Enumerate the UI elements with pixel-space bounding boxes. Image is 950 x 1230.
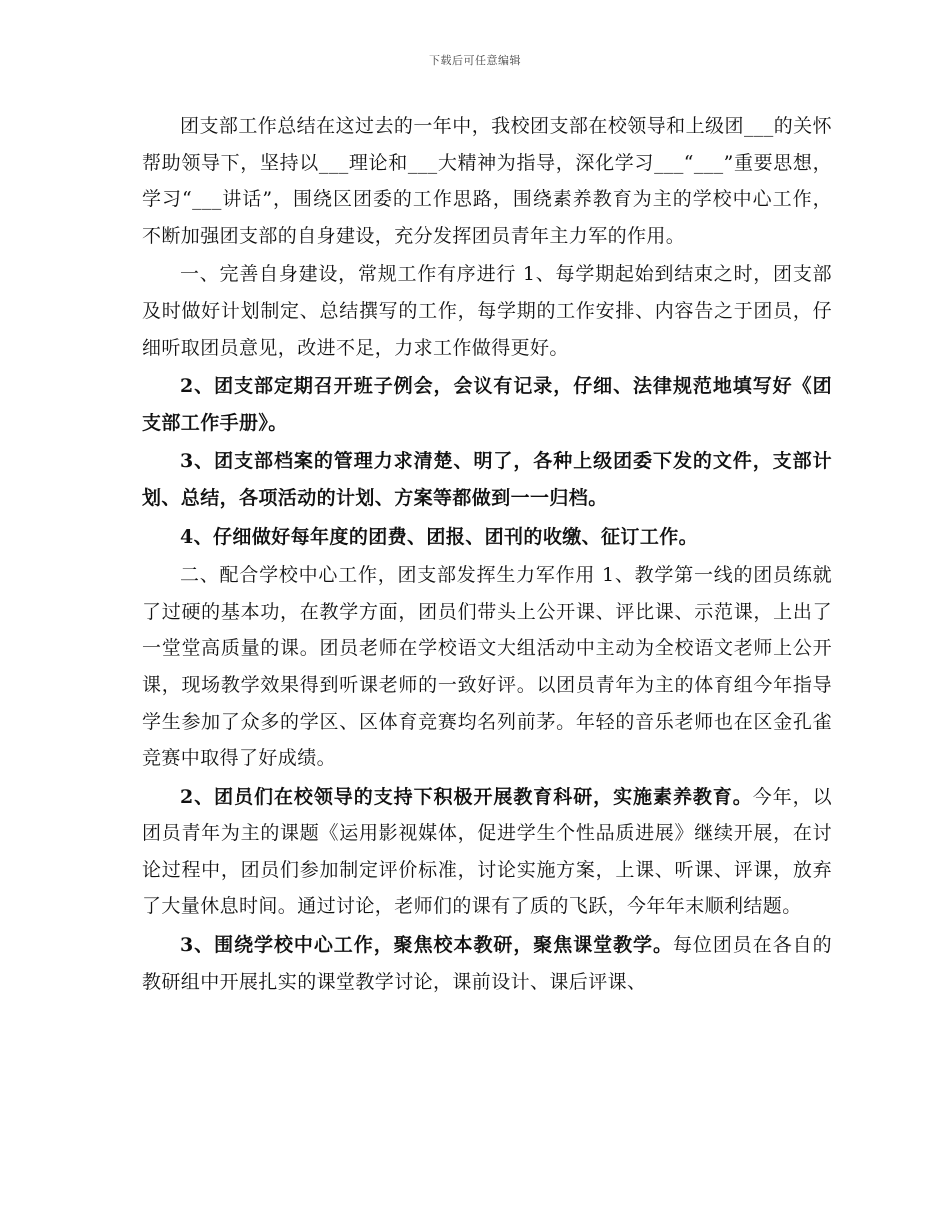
paragraph-item-2: 2、团支部定期召开班子例会，会议有记录，仔细、法律规范地填写好《团支部工作手册》。 xyxy=(142,375,832,434)
paragraph-teaching-lead: 3、围绕学校中心工作，聚焦校本教研，聚焦课堂教学。 xyxy=(180,934,673,957)
paragraph-section-2: 二、配合学校中心工作，团支部发挥生力军作用 1、教学第一线的团员练就了过硬的基本功，在教学方面，团员们带头上公开课、评比课、示范课，上出了一堂堂高质量的课。团员老师在学校语文大组活动中主动为全校语文老师上公开课，现场教学效果得到听课老师的一致好评。以团员青年为主的体育组今年指导学生参加了众多的学区、区体育竞赛均名列前茅。年轻的音乐老师也在区金孔雀竞赛中取得了好成绩。 xyxy=(142,564,832,770)
page-header: 下载后可任意编辑 xyxy=(429,54,521,67)
paragraph-item-4: 4、仔细做好每年度的团费、团报、团刊的收缴、征订工作。 xyxy=(180,525,699,548)
document-body xyxy=(142,108,832,1002)
paragraph-section-1: 一、完善自身建设，常规工作有序进行 1、每学期起始到结束之时，团支部及时做好计划制定、总结撰写的工作，每学期的工作安排、内容告之于团员，仔细听取团员意见，改进不足，力求工作做得更好。 xyxy=(142,263,832,359)
paragraph-teaching xyxy=(142,927,832,1000)
paragraph-item-3: 3、团支部档案的管理力求清楚、明了，各种上级团委下发的文件，支部计划、总结，各项活动的计划、方案等都做到一一归档。 xyxy=(142,450,832,509)
paragraph-research-body: 今年，以团员青年为主的课题《运用影视媒体，促进学生个性品质进展》继续开展，在讨论过程中，团员们参加制定评价标准，讨论实施方案，上课、听课、评课，放弃了大量休息时间。通过讨论，老师们的课有了质的飞跃，今年年末顺利结题。 xyxy=(142,785,832,918)
paragraph-research xyxy=(142,779,832,925)
paragraph-research-lead: 2、团员们在校领导的支持下积极开展教育科研，实施素养教育。 xyxy=(180,785,753,808)
paragraph-teaching-body: 每位团员在各自的教研组中开展扎实的课堂教学讨论，课前设计、课后评课、 xyxy=(142,934,832,993)
paragraph-intro: 团支部工作总结在这过去的一年中，我校团支部在校领导和上级团___的关怀帮助领导下，坚持以___理论和___大精神为指导，深化学习___“___”重要思想，学习“___讲话”，围绕区团委的工作思路，围绕素养教育为主的学校中心工作，不断加强团支部的自身建设，充分发挥团员青年主力军的作用。 xyxy=(142,115,832,247)
